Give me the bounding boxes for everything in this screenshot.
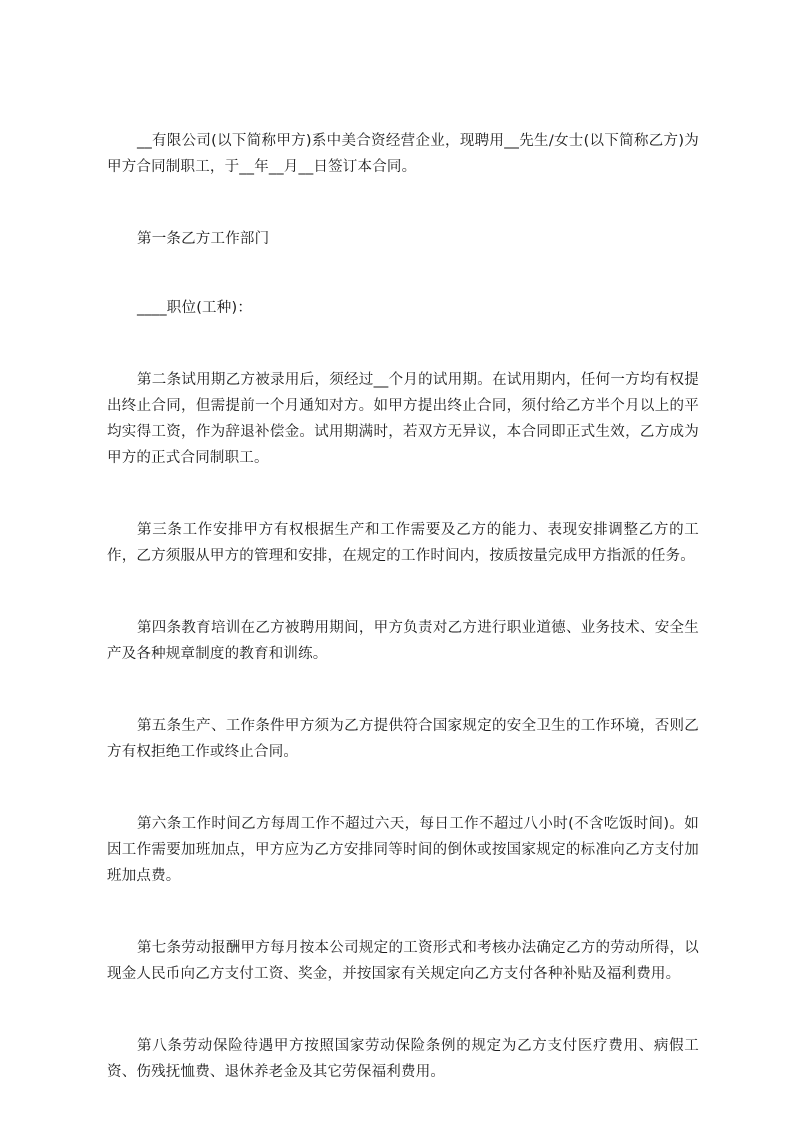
- article-1-heading: 第一条乙方工作部门: [137, 231, 270, 247]
- position-line: ____职位(工种)：: [137, 300, 253, 316]
- article-5-work-conditions: 第五条生产、工作条件甲方须为乙方提供符合国家规定的安全卫生的工作环境，否则乙方有权拒绝工作或终止合同。: [107, 718, 699, 760]
- article-4-training: 第四条教育培训在乙方被聘用期间，甲方负责对乙方进行职业道德、业务技术、安全生产及各种规章制度的教育和训练。: [107, 620, 699, 662]
- article-2-probation: 第二条试用期乙方被录用后，须经过__个月的试用期。在试用期内，任何一方均有权提出终止合同，但需提前一个月通知对方。如甲方提出终止合同，须付给乙方半个月以上的平均实得工资，作为辞退补偿金。试用期满时，若双方无异议，本合同即正式生效，乙方成为甲方的正式合同制职工。: [107, 372, 699, 466]
- article-8-labor-insurance: 第八条劳动保险待遇甲方按照国家劳动保险条例的规定为乙方支付医疗费用、病假工资、伤残抚恤费、退休养老金及其它劳保福利费用。: [107, 1038, 699, 1080]
- article-3-work-arrangement: 第三条工作安排甲方有权根据生产和工作需要及乙方的能力、表现安排调整乙方的工作，乙方须服从甲方的管理和安排，在规定的工作时间内，按质按量完成甲方指派的任务。: [107, 522, 699, 564]
- article-7-remuneration: 第七条劳动报酬甲方每月按本公司规定的工资形式和考核办法确定乙方的劳动所得，以现金人民币向乙方支付工资、奖金，并按国家有关规定向乙方支付各种补贴及福利费用。: [107, 940, 699, 982]
- article-6-working-hours: 第六条工作时间乙方每周工作不超过六天，每日工作不超过八小时(不含吃饭时间)。如因工作需要加班加点，甲方应为乙方安排同等时间的倒休或按国家规定的标准向乙方支付加班加点费。: [107, 816, 699, 884]
- contract-preamble: __有限公司(以下简称甲方)系中美合资经营企业，现聘用__先生/女士(以下简称乙方)为甲方合同制职工，于__年__月__日签订本合同。: [107, 133, 699, 175]
- document-body: [107, 128, 699, 1131]
